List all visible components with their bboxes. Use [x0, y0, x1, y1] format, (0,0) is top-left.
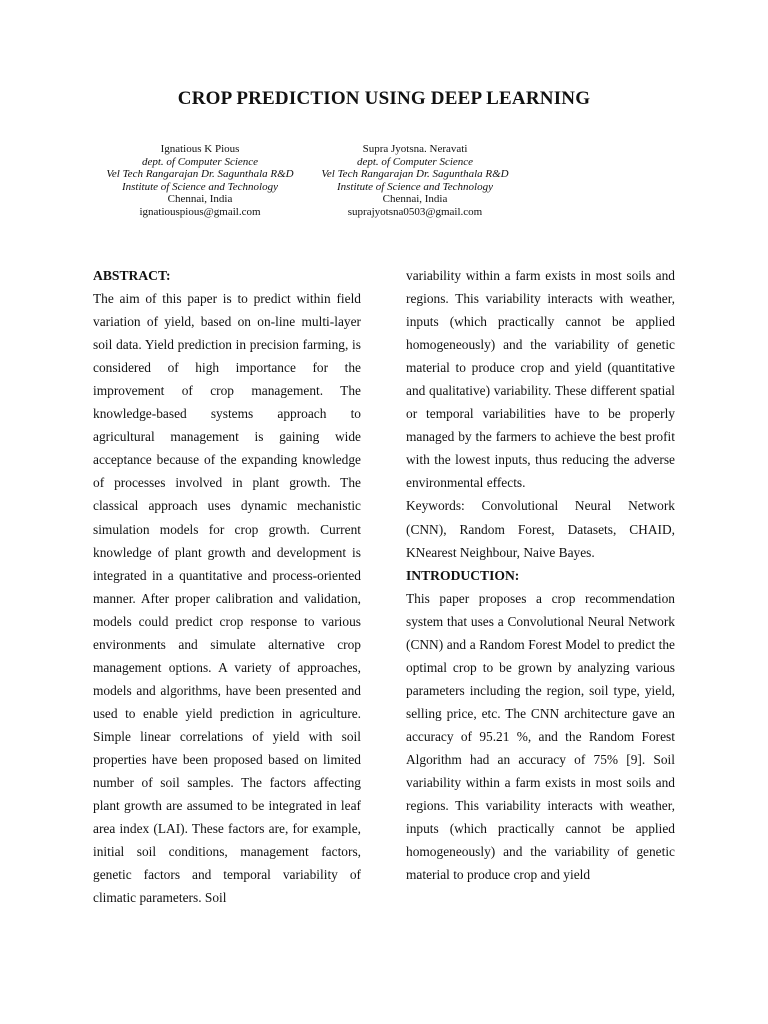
- author-email: suprajyotsna0503@gmail.com: [347, 205, 483, 218]
- author-affiliation: Vel Tech Rangarajan Dr. Sagunthala R&D: [321, 168, 509, 181]
- paper-title: CROP PREDICTION USING DEEP LEARNING: [177, 88, 591, 109]
- author-affiliation: Institute of Science and Technology: [336, 180, 493, 193]
- author-name: Ignatious K Pious: [160, 143, 240, 155]
- author-dept: dept. of Computer Science: [356, 155, 474, 168]
- author-email: ignatiouspious@gmail.com: [139, 205, 261, 218]
- abstract-continued: variability within a farm exists in most soils and regions. This variability interacts with weather, inputs (which practically cannot be applied homogeneously) and the variability of genetic material to produce crop and yield (quantitative and qualitative) variability. These different spatial or temporal variabilities have to be properly managed by the farmers to achieve the best profit with the lowest inputs, thus reducing the adverse environmental effects.: [406, 268, 675, 491]
- author-location: Chennai, India: [382, 193, 448, 206]
- author-name: Supra Jyotsna. Neravati: [362, 143, 468, 155]
- author-location: Chennai, India: [167, 193, 233, 206]
- keywords: Keywords: Convolutional Neural Network (CNN), Random Forest, Datasets, CHAID, KNearest Neighbour, Naive Bayes.: [406, 498, 675, 560]
- author-1: [90, 143, 310, 219]
- abstract-text: The aim of this paper is to predict within field variation of yield, based on on-line multi-layer soil data. Yield prediction in precision farming, is considered of high importance for the improvement of crop management. The knowledge-based systems approach to agricultural management is gaining wide acceptance because of the expanding knowledge of processes involved in plant growth. The classical approach uses dynamic mechanistic simulation models for crop growth. Current knowledge of plant growth and development is integrated in a quantitative and process-oriented manner. After proper calibration and validation, models could predict crop response to various environments and simulate alternative crop management options. A variety of approaches, models and algorithms, have been presented and used to enable yield prediction in agriculture. Simple linear correlations of yield with soil properties have been proposed based on limited number of soil samples. The factors affecting plant growth are assumed to be integrated in leaf area index (LAI). These factors are, for example, initial soil conditions, management factors, genetic factors and temporal variability of climatic parameters. Soil: [93, 291, 361, 906]
- right-column: [406, 264, 675, 886]
- introduction-heading: INTRODUCTION:: [406, 567, 520, 583]
- author-2: [308, 143, 522, 219]
- author-affiliation: Institute of Science and Technology: [121, 180, 278, 193]
- left-column: [93, 264, 361, 909]
- author-dept: dept. of Computer Science: [141, 155, 259, 168]
- author-block: [90, 143, 540, 233]
- author-affiliation: Vel Tech Rangarajan Dr. Sagunthala R&D: [106, 168, 294, 181]
- introduction-text: This paper proposes a crop recommendation system that uses a Convolutional Neural Network (CNN) and a Random Forest Model to predict the optimal crop to be grown by analyzing various parameters including the region, soil type, yield, selling price, etc. The CNN architecture gave an accuracy of 95.21 %, and the Random Forest Algorithm had an accuracy of 75% [9]. Soil variability within a farm exists in most soils and regions. This variability interacts with weather, inputs (which practically cannot be applied homogeneously) and the variability of genetic material to produce crop and yield: [406, 590, 675, 883]
- abstract-heading: ABSTRACT:: [93, 268, 171, 283]
